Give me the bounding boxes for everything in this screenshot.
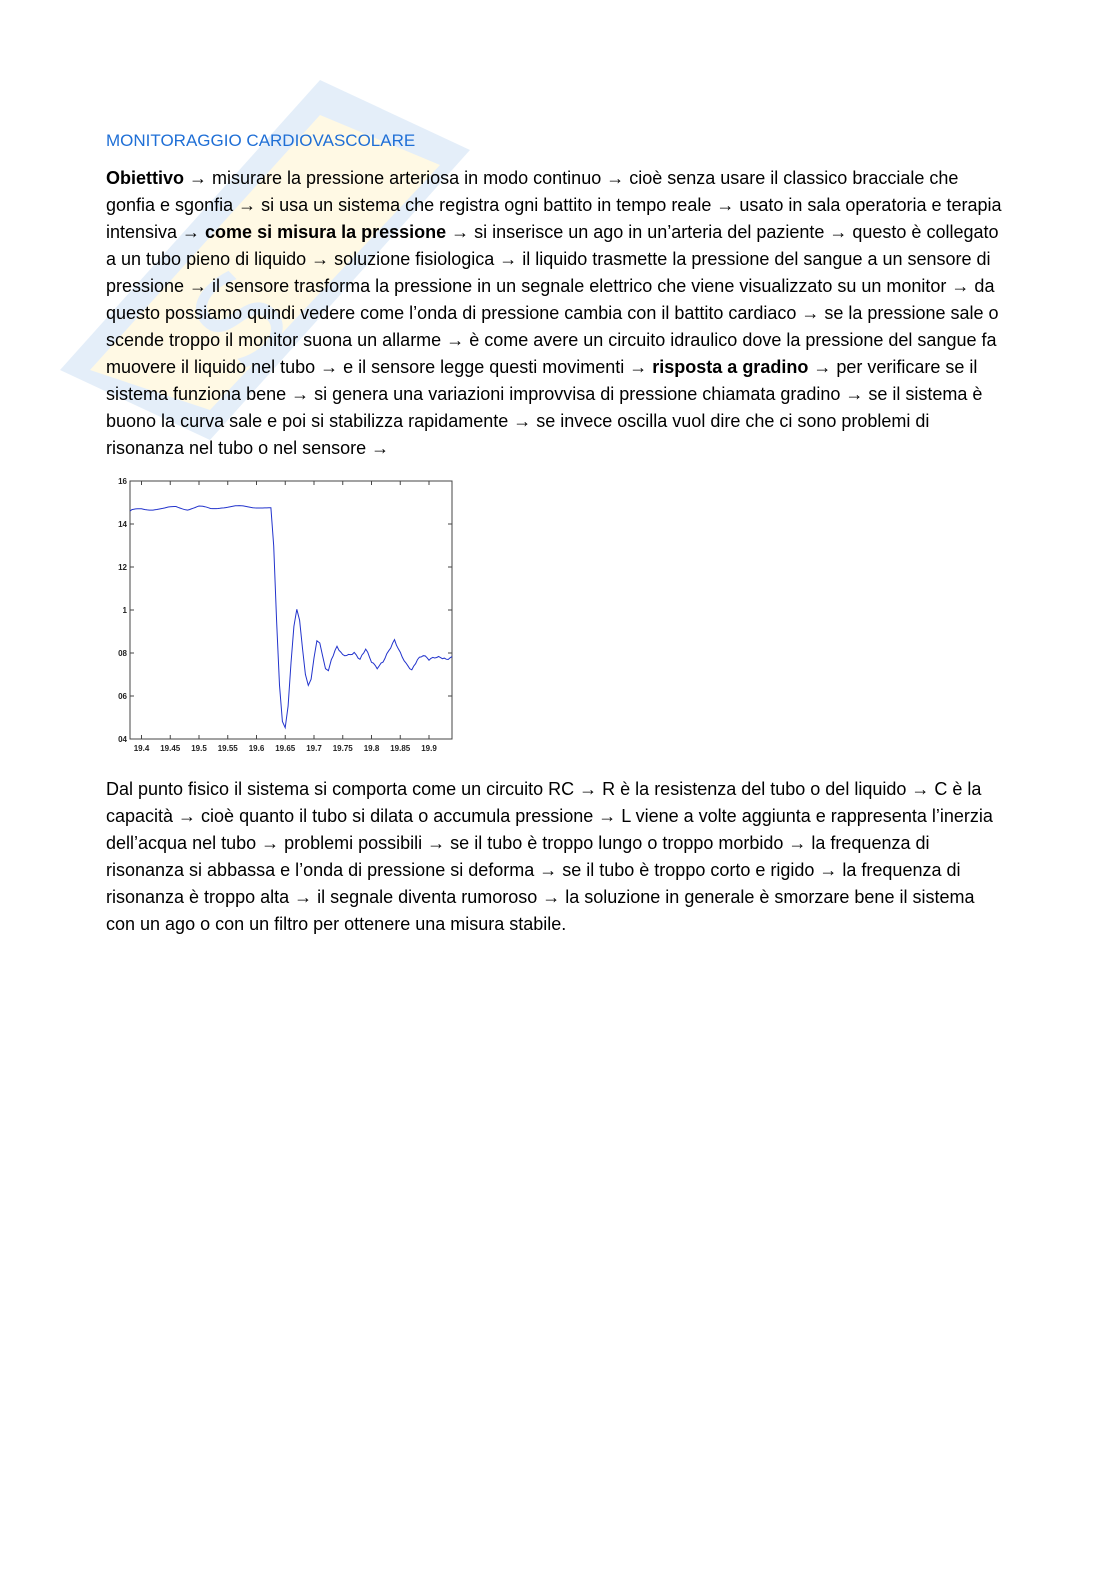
x-tick-label: 19.55: [217, 744, 238, 753]
x-tick-label: 19.5: [191, 744, 207, 753]
y-tick-label: 14: [118, 520, 127, 529]
x-tick-label: 19.7: [306, 744, 322, 753]
x-tick-label: 19.75: [332, 744, 353, 753]
y-tick-label: 08: [118, 649, 127, 658]
document-heading: MONITORAGGIO CARDIOVASCOLARE: [106, 131, 416, 150]
x-tick-label: 19.85: [390, 744, 411, 753]
bold-phrase: Obiettivo: [106, 168, 185, 188]
x-tick-label: 19.45: [160, 744, 181, 753]
x-tick-label: 19.4: [133, 744, 150, 753]
text-run: → per verificare se il sistema funziona bene → si genera una variazioni improvvisa di pressione chiamata gradino → se il sistema è buono la curva sale e poi si stabilizza rapidamente → se invece oscilla vuol dire che ci sono problemi di risonanza nel tubo o nel sensore →: [106, 357, 983, 458]
y-tick-label: 04: [118, 735, 127, 744]
text-run: → si inserisce un ago in un’arteria del paziente → questo è collegato a un tubo pieno di liquido → soluzione fisiologica → il liquido trasmette la pressione del sangue a un sensore di pressione → il sensore trasforma la pressione in un segnale elettrico che viene visualizzato su un monitor → da questo possiamo quindi vedere come l’onda di pressione cambia con il battito cardiaco → se la pressione sale o scende troppo il monitor suona un allarme → è come avere un circuito idraulico dove la pressione del sangue fa muovere il liquido nel tubo → e il sensore legge questi movimenti →: [106, 222, 999, 377]
y-tick-label: 12: [118, 563, 127, 572]
y-tick-label: 1: [122, 606, 127, 615]
step-response-chart: [106, 476, 466, 766]
svg-text:S: S: [165, 244, 318, 397]
y-tick-label: 06: [118, 692, 127, 701]
x-tick-label: 19.9: [421, 744, 437, 753]
x-tick-label: 19.6: [248, 744, 265, 753]
x-tick-label: 19.8: [363, 744, 380, 753]
bold-phrase: risposta a gradino: [652, 357, 809, 377]
text-run: → misurare la pressione arteriosa in modo continuo → cioè senza usare il classico bracciale che gonfia e sgonfia → si usa un sistema che registra ogni battito in tempo reale → usato in sala operatoria e terapia intensiva →: [106, 168, 1002, 242]
y-tick-label: 16: [118, 477, 127, 486]
bold-phrase: come si misura la pressione: [205, 222, 447, 242]
chart-svg: [106, 476, 466, 766]
plot-frame: [130, 481, 452, 739]
document-body: [106, 131, 1006, 938]
paragraph-rc-circuit: Dal punto fisico il sistema si comporta come un circuito RC → R è la resistenza del tubo o del liquido → C è la capacità → cioè quanto il tubo si dilata o accumula pressione → L viene a volte aggiunta e rappresenta l’inerzia dell’acqua nel tubo → problemi possibili → se il tubo è troppo lungo o troppo morbido → la frequenza di risonanza si abbassa e l’onda di pressione si deforma → se il tubo è troppo corto e rigido → la frequenza di risonanza è troppo alta → il segnale diventa rumoroso → la soluzione in generale è smorzare bene il sistema con un ago o con un filtro per ottenere una misura stabile.: [106, 779, 993, 934]
x-tick-label: 19.65: [275, 744, 296, 753]
paragraph-objective: [106, 165, 1006, 462]
